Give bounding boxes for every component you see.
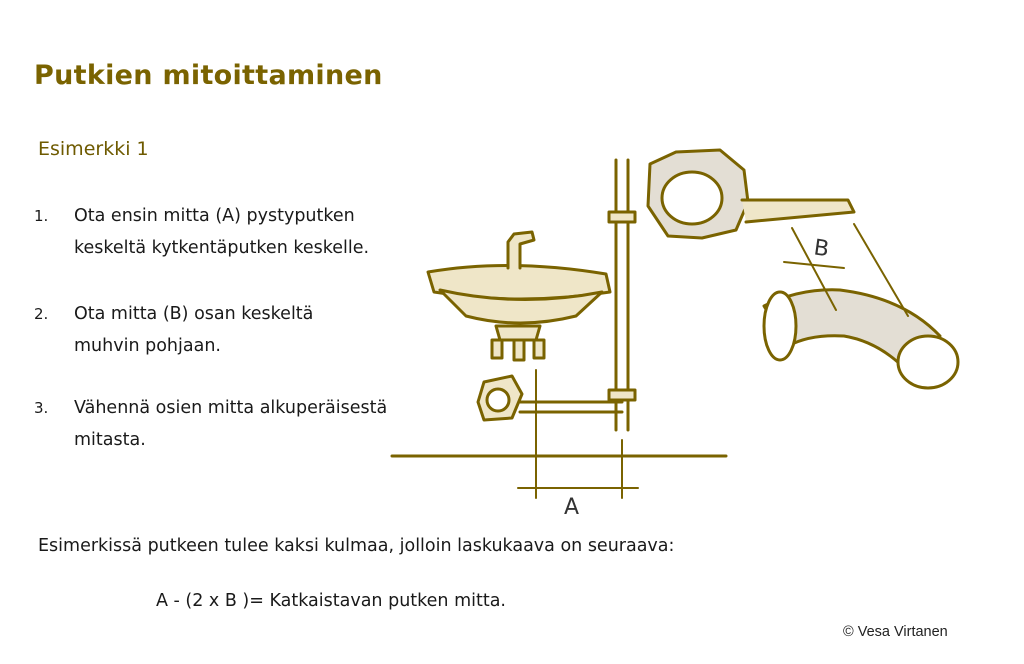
copyright: © Vesa Virtanen <box>843 624 948 640</box>
label-b: B <box>812 235 831 263</box>
formula: A - (2 x B )= Katkaistavan putken mitta. <box>156 591 506 611</box>
step-line: mitasta. <box>74 430 146 450</box>
step-line: keskeltä kytkentäputken keskelle. <box>74 238 370 258</box>
page-title: Putkien mitoittaminen <box>34 60 383 91</box>
step-line: muhvin pohjaan. <box>74 336 221 356</box>
step-2 <box>30 298 313 362</box>
formula-intro: Esimerkissä putkeen tulee kaksi kulmaa, jolloin laskukaava on seuraava: <box>38 536 675 556</box>
elbow-fitting-icon <box>764 290 958 388</box>
step-3 <box>30 392 387 456</box>
step-1 <box>30 200 369 264</box>
step-number: 3. <box>34 399 49 417</box>
example-subtitle: Esimerkki 1 <box>38 138 149 160</box>
step-line: Vähennä osien mitta alkuperäisestä <box>74 398 388 418</box>
step-line: Ota mitta (B) osan keskeltä <box>74 304 314 324</box>
tape-measure-small-icon <box>478 376 522 420</box>
step-number: 1. <box>34 207 49 225</box>
sink-icon <box>428 232 610 360</box>
step-line: Ota ensin mitta (A) pystyputken <box>74 206 355 226</box>
vertical-pipe <box>609 160 635 430</box>
plumbing-illustration <box>380 140 980 520</box>
tape-measure-large-icon <box>648 150 854 238</box>
label-a: A <box>564 495 580 520</box>
step-number: 2. <box>34 305 49 323</box>
